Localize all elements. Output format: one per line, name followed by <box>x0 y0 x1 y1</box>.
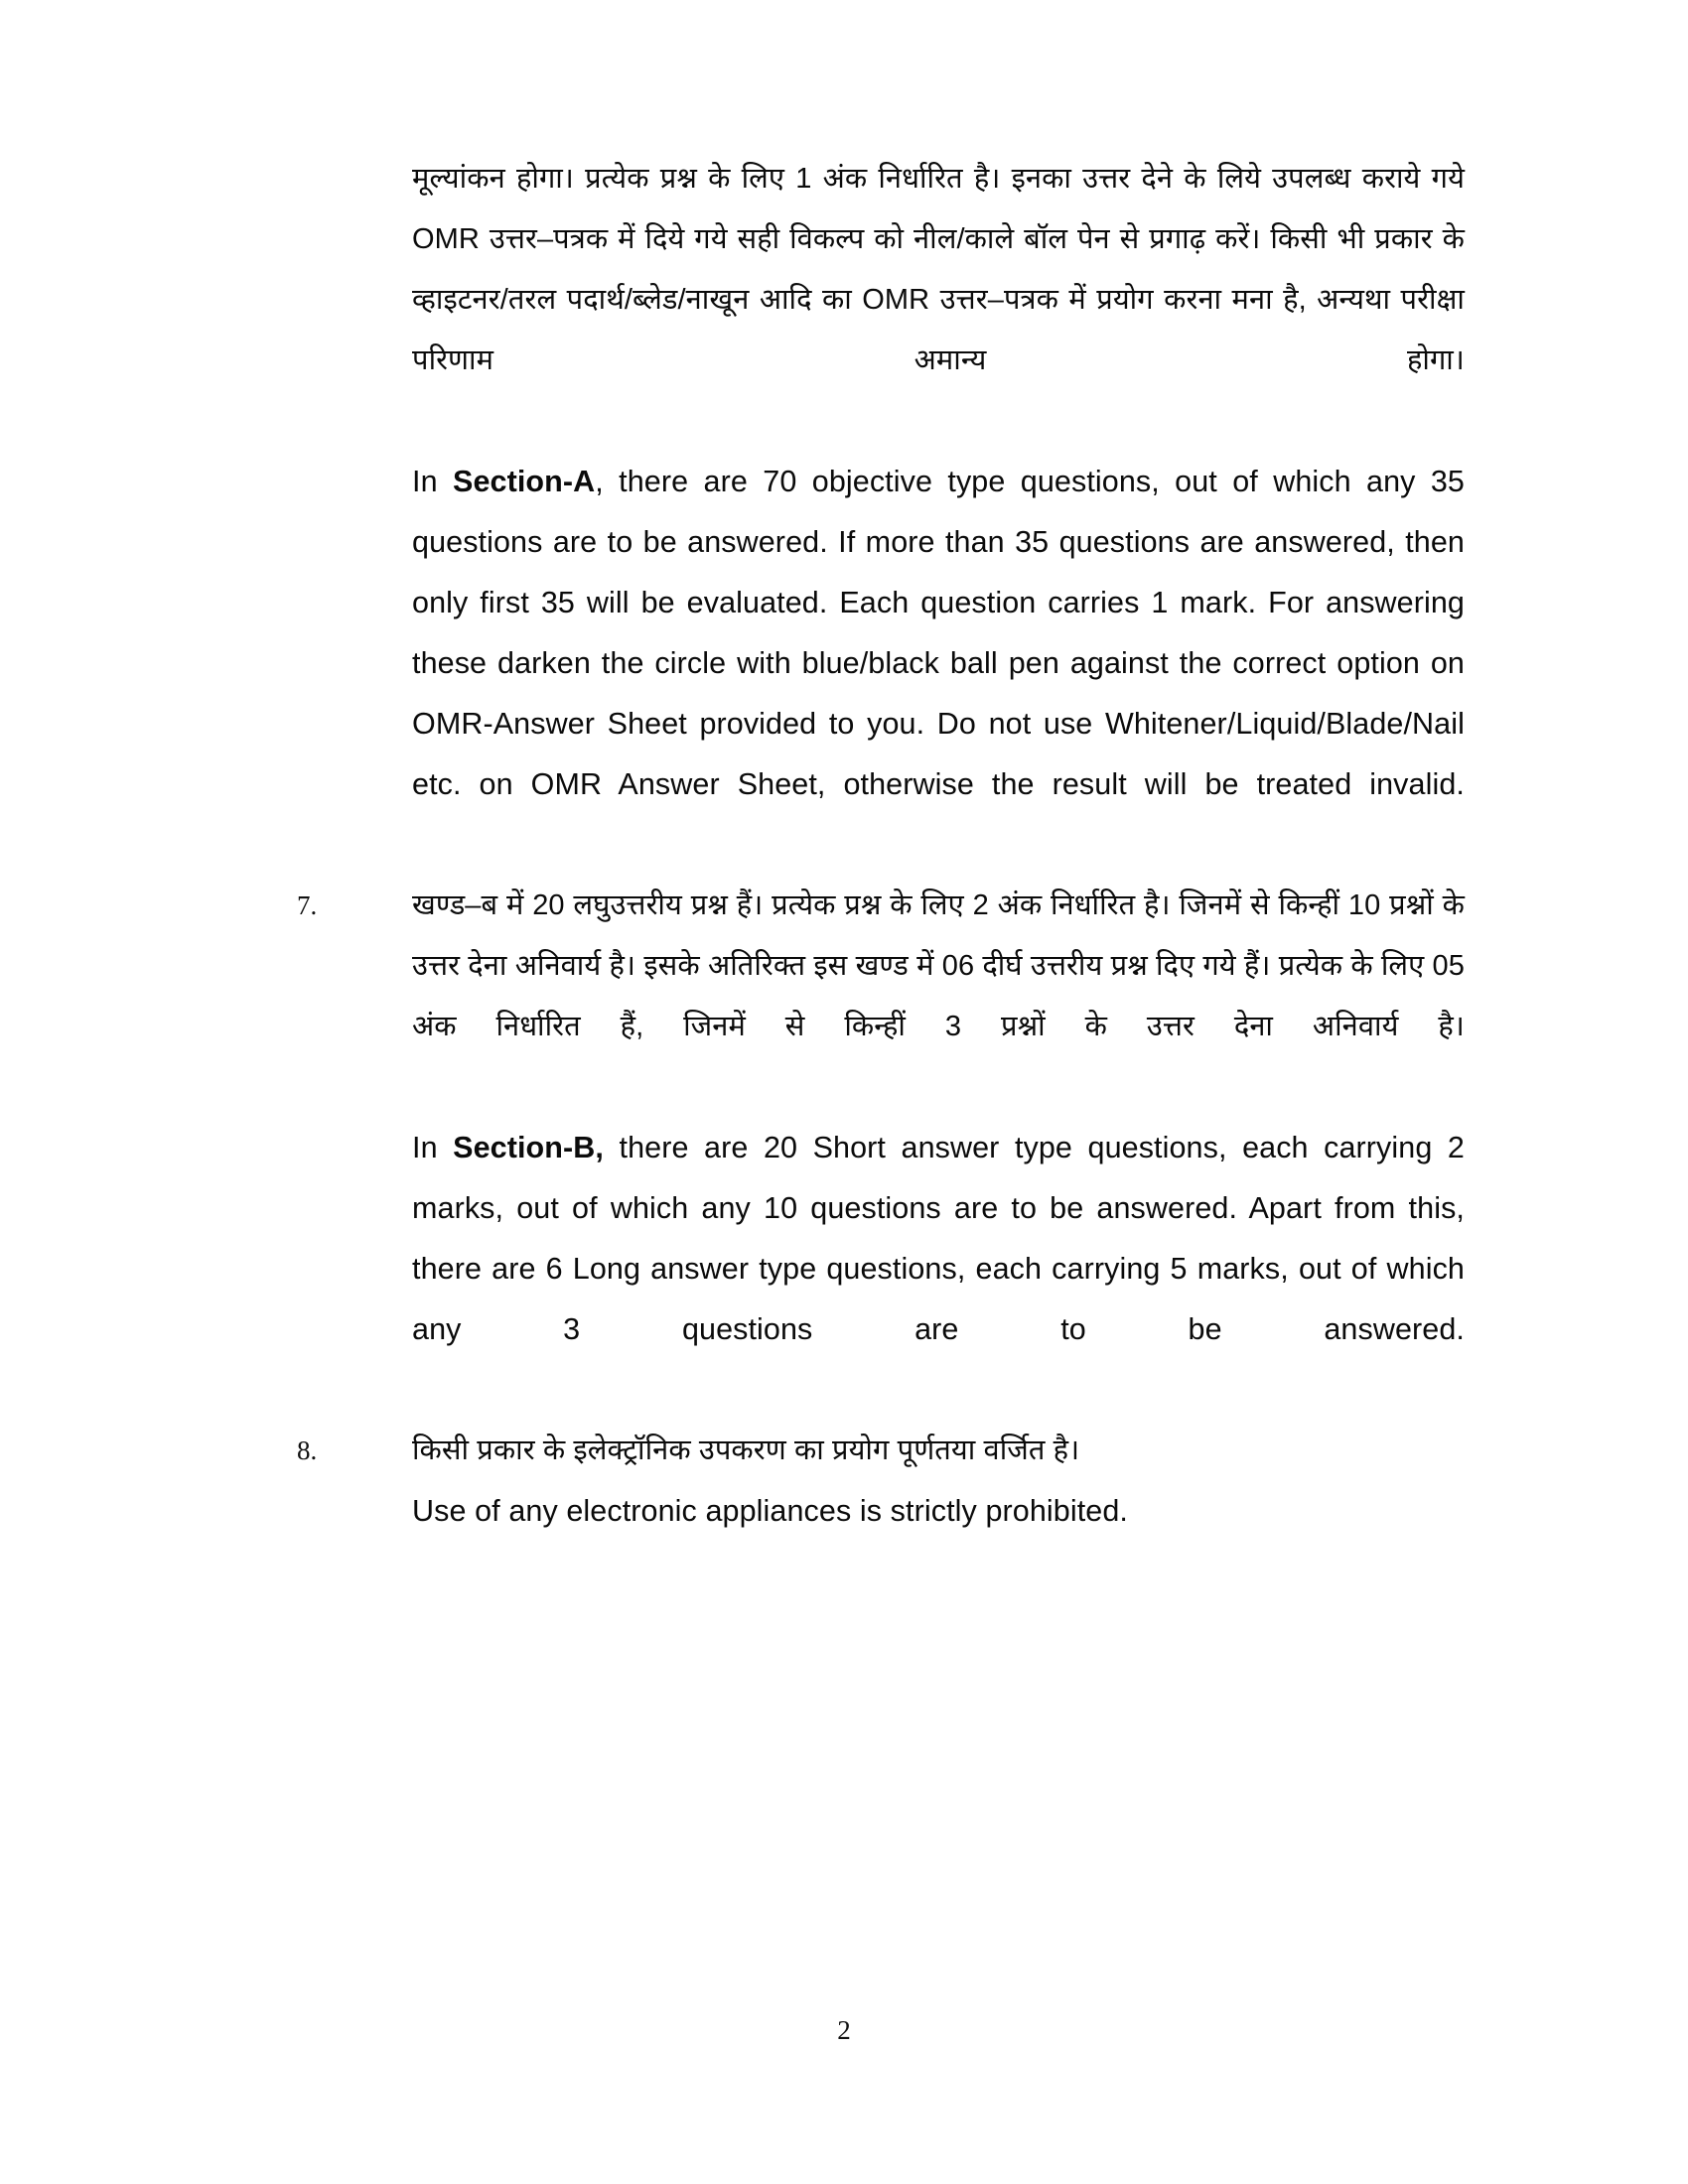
instruction-item-7 <box>283 876 1465 1421</box>
instruction-section-a-english <box>283 452 1465 876</box>
section-b-rest: there are 20 Short answer type questions, each carrying 2 marks, out of which any 10 questions are to be answered. Apart from this, there are 6 Long answer type questions, each carrying 5 marks, out of which any 3 questions are to be answered. <box>412 1131 1465 1346</box>
document-body <box>283 149 1465 1542</box>
paragraph-hindi-continuation: मूल्यांकन होगा। प्रत्येक प्रश्न के लिए 1 अंक निर्धारित है। इनका उत्तर देने के लिये उपलब्ध कराये गये OMR उत्तर–पत्रक में दिये गये सही विकल्प को नील/काले बॉल पेन से प्रगाढ़ करें। किसी भी प्रकार के व्हाइटनर/तरल पदार्थ/ब्लेड/नाखून आदि का OMR उत्तर–पत्रक में प्रयोग करना मना है, अन्यथा परीक्षा परिणाम अमान्य होगा। <box>412 163 1465 376</box>
paragraph-item-8-english: Use of any electronic appliances is strictly prohibited. <box>412 1494 1128 1528</box>
instruction-continuation-hindi <box>283 149 1465 452</box>
section-b-emphasis: Section-B, <box>453 1131 604 1164</box>
page-number: 2 <box>837 2015 851 2045</box>
section-a-rest: , there are 70 objective type questions, out of which any 35 questions are to be answered. If more than 35 questions are answered, then only first 35 will be evaluated. Each question carries 1 mark. For answering these darken the circle with blue/black ball pen against the correct option on OMR-Answer Sheet provided to you. Do not use Whitener/Liquid/Blade/Nail etc. on OMR Answer Sheet, otherwise the result will be treated invalid. <box>412 465 1465 801</box>
instruction-number-7: 7. <box>297 890 318 920</box>
section-a-emphasis: Section-A <box>453 465 596 498</box>
paragraph-section-a <box>412 452 1465 876</box>
instruction-number-8: 8. <box>297 1435 318 1465</box>
paragraph-item-7-hindi: खण्ड–ब में 20 लघुउत्तरीय प्रश्न हैं। प्रत्येक प्रश्न के लिए 2 अंक निर्धारित है। जिनमें से किन्हीं 10 प्रश्नों के उत्तर देना अनिवार्य है। इसके अतिरिक्त इस खण्ड में 06 दीर्घ उत्तरीय प्रश्न दिए गये हैं। प्रत्येक के लिए 05 अंक निर्धारित हैं, जिनमें से किन्हीं 3 प्रश्नों के उत्तर देना अनिवार्य है। <box>412 889 1465 1042</box>
paragraph-item-7-english <box>412 1118 1465 1421</box>
section-a-lead-in: In <box>412 465 453 498</box>
instruction-item-8 <box>283 1421 1465 1542</box>
section-b-lead-in: In <box>412 1131 454 1164</box>
paragraph-item-8-hindi: किसी प्रकार के इलेक्ट्रॉनिक उपकरण का प्रयोग पूर्णतया वर्जित है। <box>412 1434 1080 1466</box>
